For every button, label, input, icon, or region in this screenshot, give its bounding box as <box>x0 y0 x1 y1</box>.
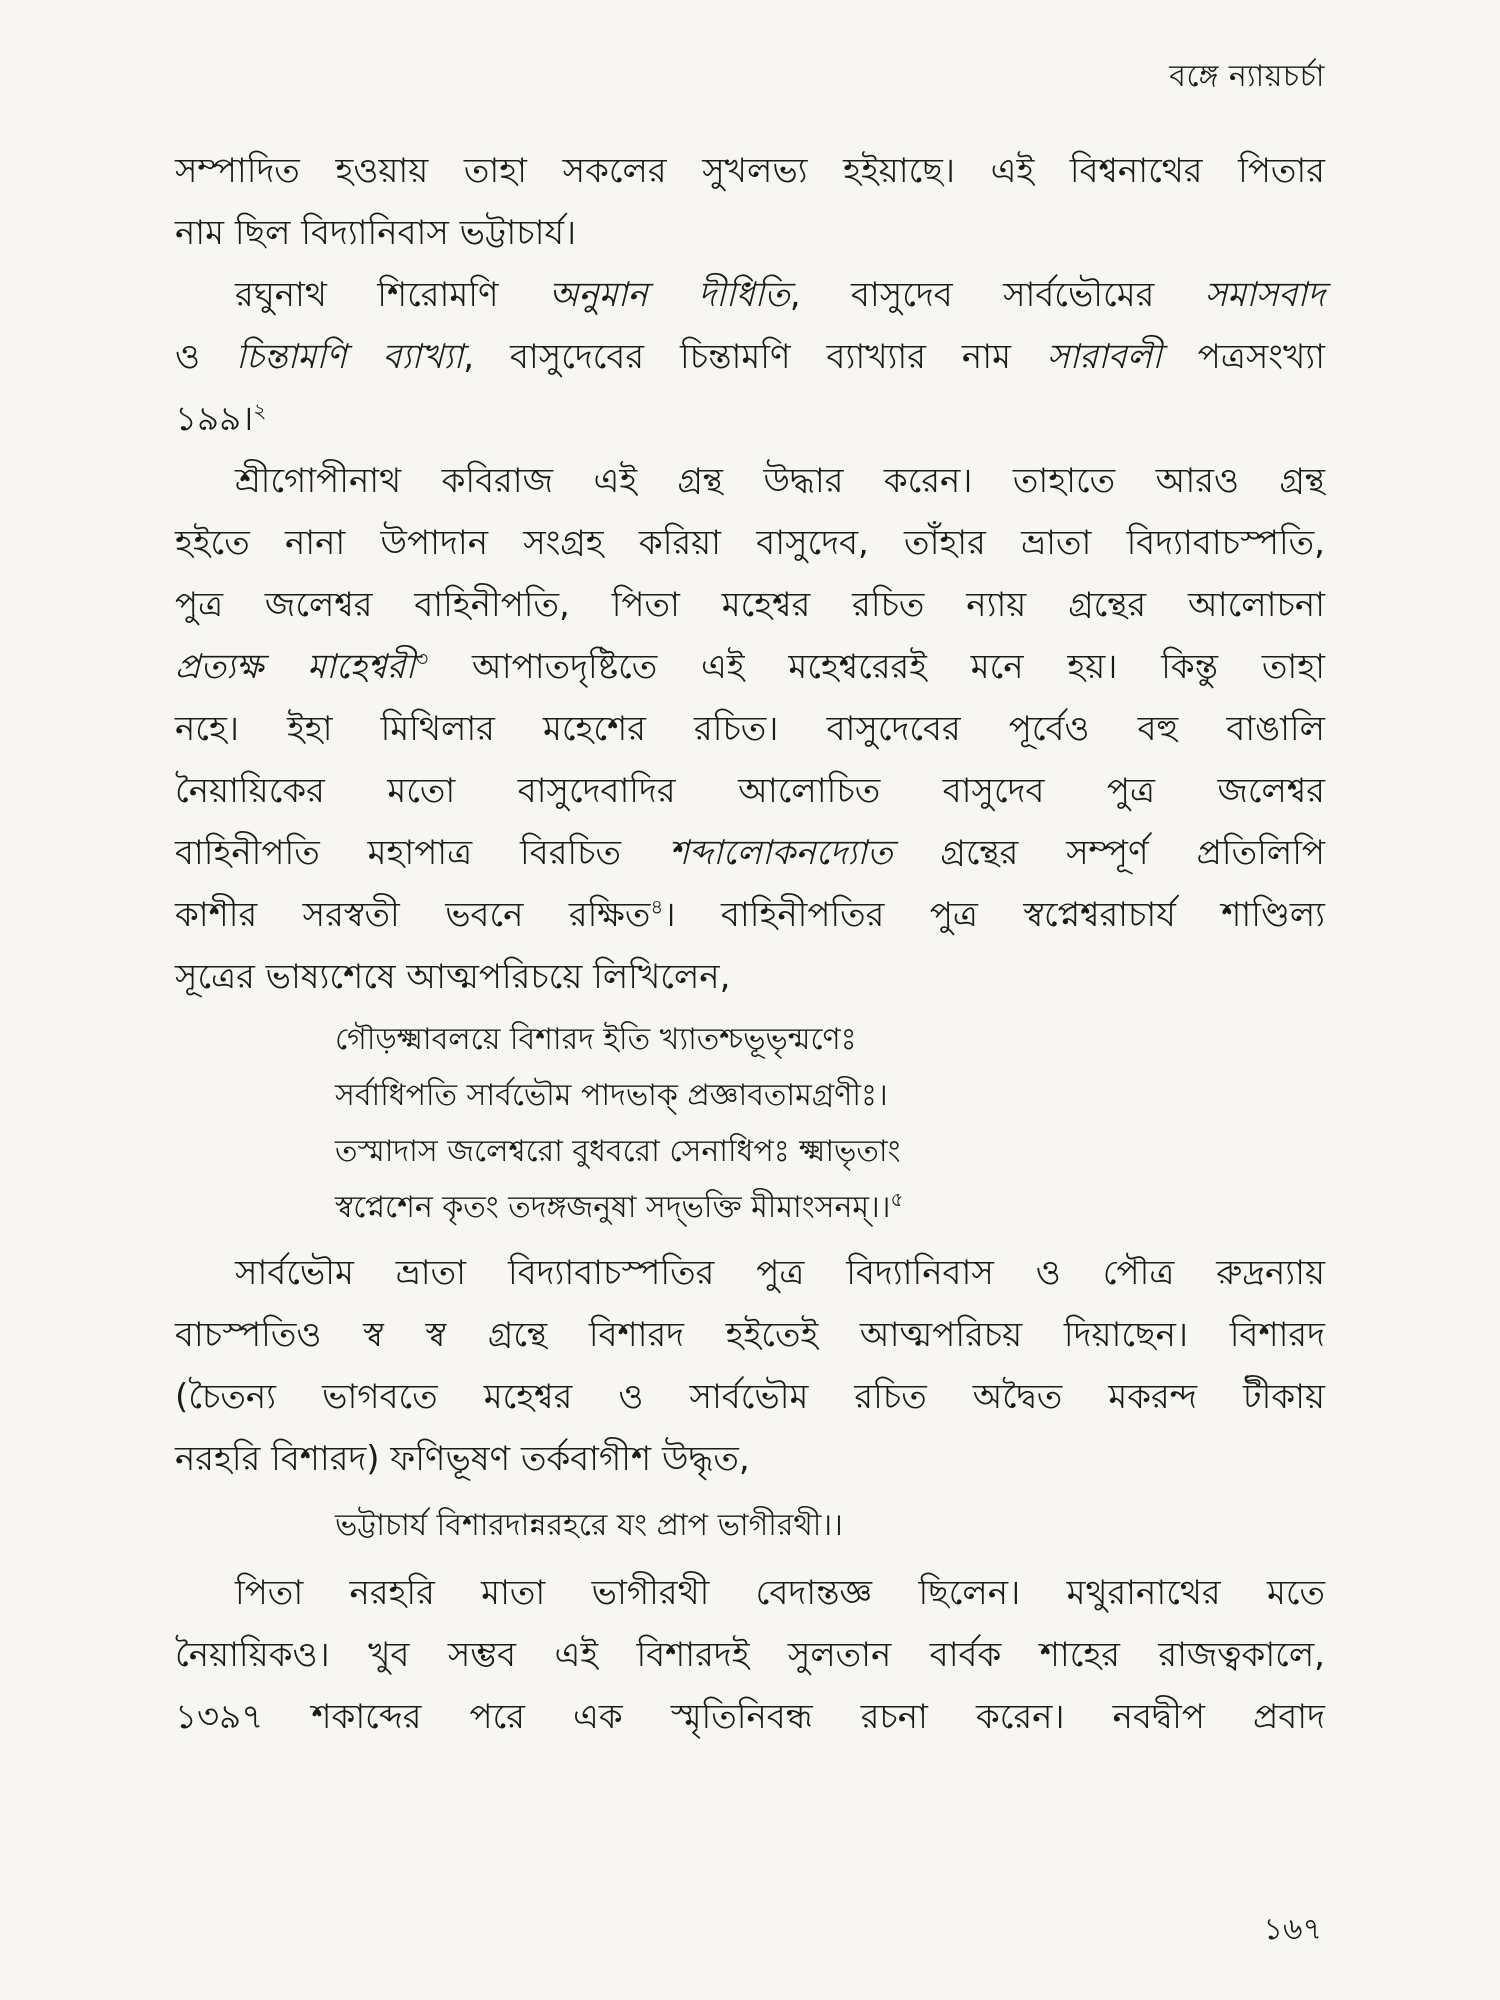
text-line: নাম ছিল বিদ্যানিবাস ভট্টাচার্য। <box>175 213 577 253</box>
running-header: বঙ্গে ন্যায়চর্চা <box>1169 59 1325 94</box>
paragraph-3 <box>175 450 1325 1008</box>
footnote-marker: ২ <box>253 398 267 423</box>
verse-line: গৌড়ক্ষ্মাবলয়ে বিশারদ ইতি খ্যাতশ্চভূভৃন্মণেঃ <box>335 1022 857 1057</box>
verse-block-1 <box>175 1012 1325 1236</box>
text-span: রঘুনাথ শিরোমণি <box>235 275 499 315</box>
text-span: গ্রন্থের সম্পূর্ণ প্রতিলিপি <box>940 833 1326 873</box>
footnote-marker: ৩ <box>415 646 429 671</box>
text-line <box>175 326 1325 388</box>
text-span: , বাসুদেব সার্বভৌমের <box>789 275 1155 315</box>
verse-line: তস্মাদাস জলেশ্বরো বুধবরো সেনাধিপঃ ক্ষ্মাভৃতাং <box>335 1134 901 1169</box>
verse-block-2 <box>175 1498 1325 1554</box>
text-line <box>175 264 1325 326</box>
text-line: নৈয়ায়িকের মতো বাসুদেবাদির আলোচিত বাসুদেব পুত্র জলেশ্বর <box>175 771 1325 811</box>
verse-line: সর্বাধিপতি সার্বভৌম পাদভাক্ প্রজ্ঞাবতামগ্রণীঃ। <box>335 1078 888 1113</box>
text-line: নহে। ইহা মিথিলার মহেশের রচিত। বাসুদেবের পূর্বেও বহু বাঙালি <box>175 709 1325 749</box>
text-line: হইতে নানা উপাদান সংগ্রহ করিয়া বাসুদেব, তাঁহার ভ্রাতা বিদ্যাবাচস্পতি, <box>175 523 1325 563</box>
text-line: সার্বভৌম ভ্রাতা বিদ্যাবাচস্পতির পুত্র বিদ্যানিবাস ও পৌত্র রুদ্রন্যায় <box>235 1253 1325 1293</box>
text-line: নৈয়ায়িকও। খুব সম্ভব এই বিশারদই সুলতান বার্বক শাহের রাজত্বকালে, <box>175 1635 1325 1675</box>
text-line <box>175 884 1325 946</box>
book-title-chintamani-vyakhya: চিন্তামণি ব্যাখ্যা <box>236 337 464 377</box>
page-number: ১৬৭ <box>1263 1912 1322 1947</box>
text-span: । বাহিনীপতির পুত্র স্বপ্নেশ্বরাচার্য শাণ্ডিল্য <box>663 895 1326 935</box>
text-line: নরহরি বিশারদ) ফণিভূষণ তর্কবাগীশ উদ্ধৃত, <box>175 1439 750 1479</box>
footnote-marker: ৪ <box>650 894 664 919</box>
text-line: পুত্র জলেশ্বর বাহিনীপতি, পিতা মহেশ্বর রচিত ন্যায় গ্রন্থের আলোচনা <box>175 585 1325 625</box>
text-span: বাহিনীপতি মহাপাত্র বিরচিত <box>175 833 621 873</box>
paragraph-4 <box>175 1242 1325 1490</box>
text-span: আপাতদৃষ্টিতে এই মহেশ্বরেরই মনে হয়। কিন্তু তাহা <box>428 647 1325 687</box>
text-line: সূত্রের ভাষ্যশেষে আত্মপরিচয়ে লিখিলেন, <box>175 957 731 997</box>
text-span: স্বপ্নেশেন কৃতং তদঙ্গজনুষা সদ্‌ভক্তি মীমাংসনম্।। <box>335 1190 891 1225</box>
text-line: শ্রীগোপীনাথ কবিরাজ এই গ্রন্থ উদ্ধার করেন। তাহাতে আরও গ্রন্থ <box>235 461 1325 501</box>
verse-line <box>175 1180 1325 1236</box>
paragraph-1 <box>175 140 1325 264</box>
text-line: পিতা নরহরি মাতা ভাগীরথী বেদান্তজ্ঞ ছিলেন। মথুরানাথের মতে <box>235 1573 1325 1613</box>
book-title-pratyaksha-maheshwari: প্রত্যক্ষ মাহেশ্বরী <box>175 647 416 687</box>
paragraph-5 <box>175 1562 1325 1748</box>
text-line <box>175 388 1325 450</box>
text-span: পত্রসংখ্যা <box>1197 337 1325 377</box>
text-span: , বাসুদেবের চিন্তামণি ব্যাখ্যার নাম <box>463 337 1011 377</box>
text-span: কাশীর সরস্বতী ভবনে রক্ষিত <box>175 895 651 935</box>
text-line: সম্পাদিত হওয়ায় তাহা সকলের সুখলভ্য হইয়াছে। এই বিশ্বনাথের পিতার <box>175 151 1325 191</box>
book-title-saravali: সারাবলী <box>1046 337 1162 377</box>
book-title-samasavada: সমাসবাদ <box>1204 275 1326 315</box>
verse-line: ভট্টাচার্য বিশারদান্নরহরে যং প্রাপ ভাগীরথী।। <box>335 1508 843 1543</box>
book-title-anuman-didhiti: অনুমান দীধিতি <box>548 275 790 315</box>
page-body <box>175 140 1325 1748</box>
text-line: ১৩৯৭ শকাব্দের পরে এক স্মৃতিনিবন্ধ রচনা করেন। নবদ্বীপ প্রবাদ <box>175 1697 1325 1737</box>
book-title-shabdaloka-nadyota: শব্দালোকনদ্যোত <box>668 833 893 873</box>
paragraph-2 <box>175 264 1325 450</box>
footnote-marker: ৫ <box>890 1187 904 1211</box>
text-line <box>175 822 1325 884</box>
text-span: ১৯৯। <box>175 399 254 439</box>
text-line: (চৈতন্য ভাগবতে মহেশ্বর ও সার্বভৌম রচিত অদ্বৈত মকরন্দ টীকায় <box>175 1377 1325 1417</box>
text-span: ও <box>175 337 201 377</box>
text-line <box>175 636 1325 698</box>
text-line: বাচস্পতিও স্ব স্ব গ্রন্থে বিশারদ হইতেই আত্মপরিচয় দিয়াছেন। বিশারদ <box>175 1315 1325 1355</box>
